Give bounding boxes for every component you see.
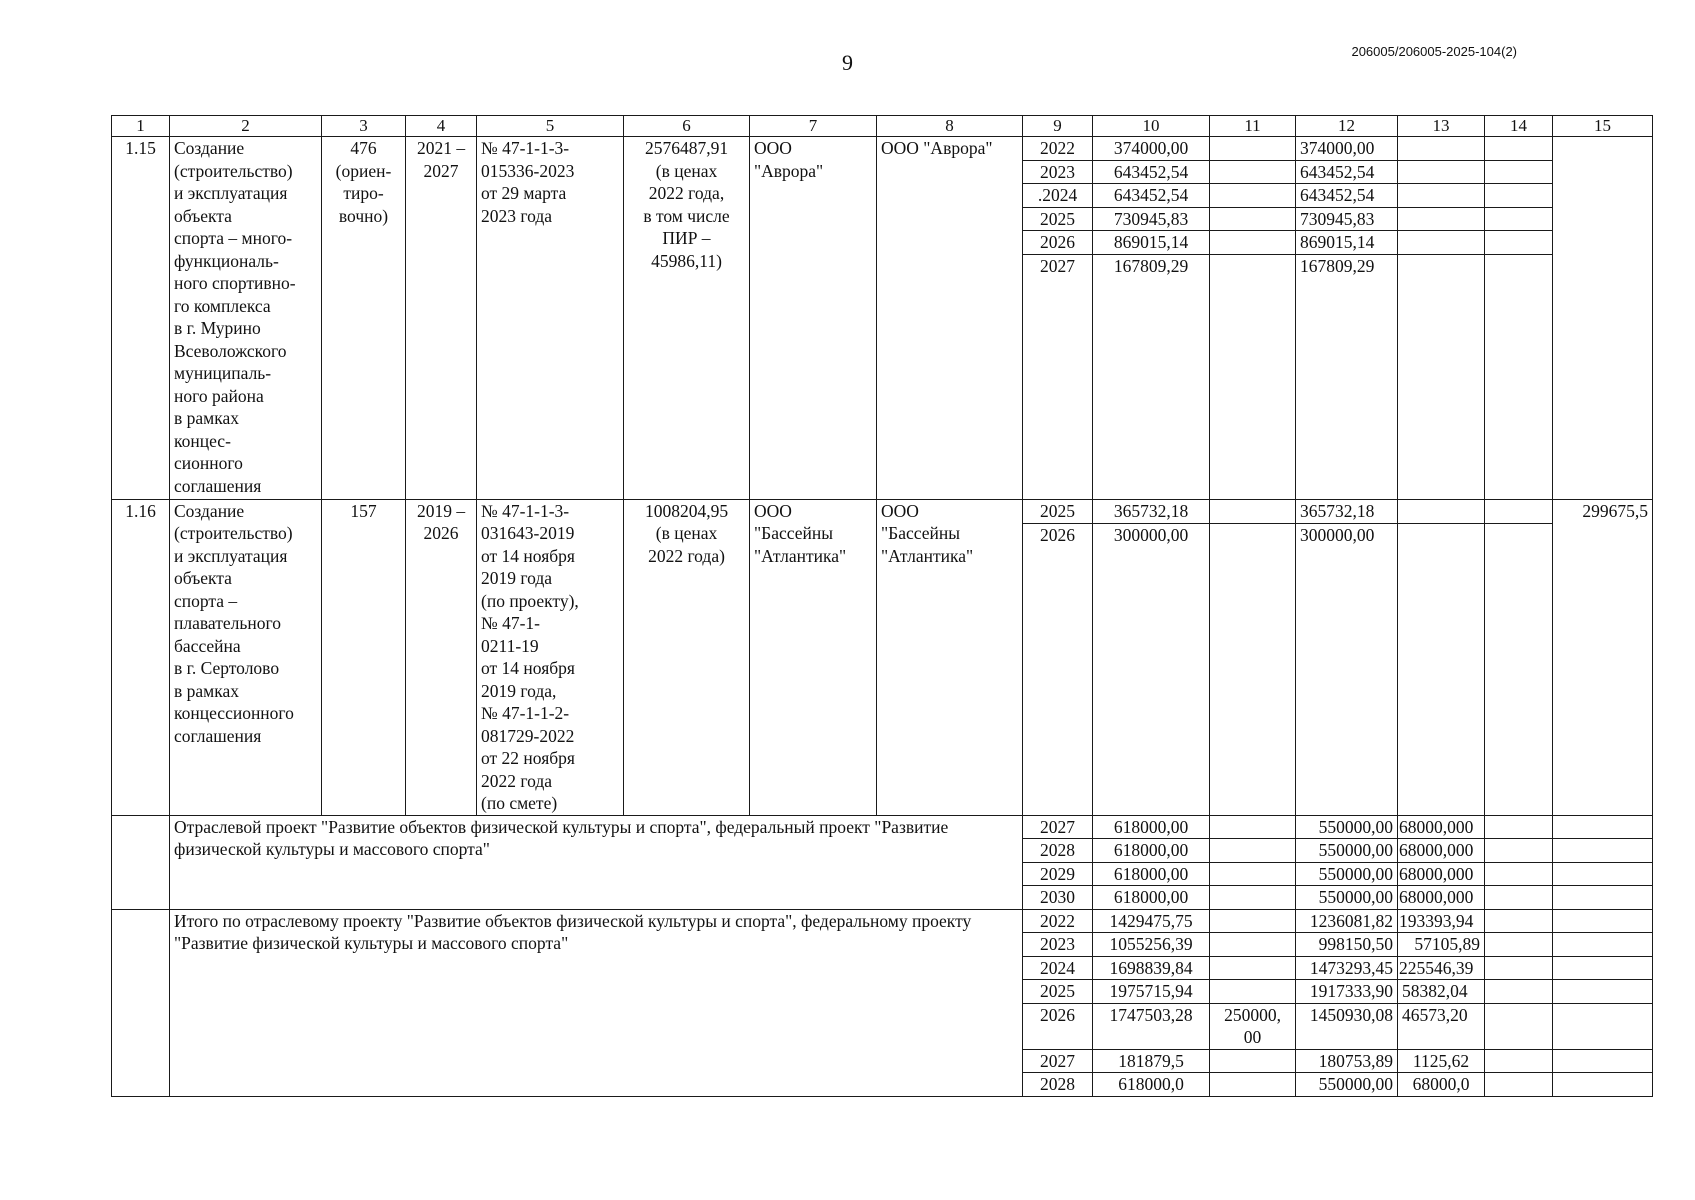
developer: ООО "Бассейны "Атлантика": [877, 499, 1023, 815]
federal-cell: [1210, 980, 1296, 1004]
year-cell: 2023: [1023, 933, 1093, 957]
expertise: № 47-1-1-3- 015336-2023 от 29 марта 2023 года: [477, 137, 624, 500]
col15-cell: [1553, 1073, 1653, 1097]
page-number: 9: [842, 50, 853, 75]
municipal-cell: [1398, 499, 1485, 523]
federal-cell: [1210, 160, 1296, 184]
developer: ООО "Аврора": [877, 137, 1023, 500]
year-cell: 2029: [1023, 862, 1093, 886]
year-cell: 2030: [1023, 886, 1093, 910]
federal-cell: [1210, 815, 1296, 839]
municipal-cell: 225546,39: [1398, 956, 1485, 980]
regional-cell: 550000,00: [1296, 815, 1398, 839]
other-cell: [1485, 1003, 1553, 1049]
other-cell: [1485, 815, 1553, 839]
total-cell: 643452,54: [1093, 160, 1210, 184]
empty-cell: [112, 909, 170, 1096]
header-cell: 7: [750, 116, 877, 137]
municipal-cell: 68000,000: [1398, 862, 1485, 886]
total-cell: 618000,00: [1093, 839, 1210, 863]
col15-cell: 299675,5: [1553, 499, 1653, 815]
federal-cell: [1210, 933, 1296, 957]
municipal-cell: 46573,20: [1398, 1003, 1485, 1049]
total-cell: 167809,29: [1093, 254, 1210, 499]
year-cell: 2026: [1023, 1003, 1093, 1049]
total-cell: 1429475,75: [1093, 909, 1210, 933]
federal-cell: [1210, 184, 1296, 208]
total-cell: 365732,18: [1093, 499, 1210, 523]
header-cell: 13: [1398, 116, 1485, 137]
period: 2021 – 2027: [406, 137, 477, 500]
total-project-row: [112, 909, 1653, 933]
total-cell: 618000,0: [1093, 1073, 1210, 1097]
customer: ООО "Аврора": [750, 137, 877, 500]
regional-cell: 730945,83: [1296, 207, 1398, 231]
header-cell: 1: [112, 116, 170, 137]
header-row: [112, 116, 1653, 137]
regional-cell: 1473293,45: [1296, 956, 1398, 980]
federal-cell: [1210, 862, 1296, 886]
federal-cell: [1210, 523, 1296, 815]
other-cell: [1485, 207, 1553, 231]
object-name: Создание (строительство) и эксплуатация объекта спорта – много- функциональ- ного спортивно- го комплекса в г. Мурино Всеволожского муниципаль- ного района в рамках концес- сионного соглашения: [170, 137, 322, 500]
year-cell: 2022: [1023, 137, 1093, 161]
municipal-cell: 68000,0: [1398, 1073, 1485, 1097]
customer: ООО "Бассейны "Атлантика": [750, 499, 877, 815]
year-cell: 2026: [1023, 231, 1093, 255]
regional-cell: 643452,54: [1296, 184, 1398, 208]
col15-cell: [1553, 1003, 1653, 1049]
regional-cell: 550000,00: [1296, 886, 1398, 910]
total-cell: 300000,00: [1093, 523, 1210, 815]
regional-cell: 1236081,82: [1296, 909, 1398, 933]
other-cell: [1485, 160, 1553, 184]
regional-cell: 550000,00: [1296, 862, 1398, 886]
federal-cell: [1210, 254, 1296, 499]
other-cell: [1485, 839, 1553, 863]
col15-cell: [1553, 1049, 1653, 1073]
other-cell: [1485, 956, 1553, 980]
header-cell: 10: [1093, 116, 1210, 137]
col15-cell: [1553, 862, 1653, 886]
federal-cell: [1210, 839, 1296, 863]
cost: 1008204,95 (в ценах 2022 года): [624, 499, 750, 815]
municipal-cell: [1398, 523, 1485, 815]
regional-cell: 550000,00: [1296, 839, 1398, 863]
header-cell: 12: [1296, 116, 1398, 137]
row-number: 1.15: [112, 137, 170, 500]
municipal-cell: 58382,04: [1398, 980, 1485, 1004]
total-cell: 730945,83: [1093, 207, 1210, 231]
regional-cell: 550000,00: [1296, 1073, 1398, 1097]
other-cell: [1485, 137, 1553, 161]
federal-cell: [1210, 886, 1296, 910]
capacity: 157: [322, 499, 406, 815]
header-cell: 9: [1023, 116, 1093, 137]
regional-cell: 869015,14: [1296, 231, 1398, 255]
federal-cell: [1210, 499, 1296, 523]
header-cell: 8: [877, 116, 1023, 137]
total-cell: 1698839,84: [1093, 956, 1210, 980]
total-cell: 374000,00: [1093, 137, 1210, 161]
municipal-cell: [1398, 254, 1485, 499]
year-cell: 2022: [1023, 909, 1093, 933]
empty-cell: [112, 815, 170, 909]
other-cell: [1485, 523, 1553, 815]
year-cell: 2027: [1023, 254, 1093, 499]
total-cell: 618000,00: [1093, 886, 1210, 910]
col15-cell: [1553, 839, 1653, 863]
municipal-cell: [1398, 137, 1485, 161]
regional-cell: 167809,29: [1296, 254, 1398, 499]
col15-cell: [1553, 933, 1653, 957]
municipal-cell: 1125,62: [1398, 1049, 1485, 1073]
header-cell: 2: [170, 116, 322, 137]
total-project-title: Итого по отраслевому проекту "Развитие объектов физической культуры и спорта", федеральному проекту "Развитие физической культуры и массового спорта": [170, 909, 1023, 1096]
capacity: 476 (ориен- тиро- вочно): [322, 137, 406, 500]
col15-cell: [1553, 815, 1653, 839]
year-cell: 2028: [1023, 839, 1093, 863]
table-row-1-15: [112, 137, 1653, 161]
regional-cell: 1450930,08: [1296, 1003, 1398, 1049]
municipal-cell: 57105,89: [1398, 933, 1485, 957]
regional-cell: 998150,50: [1296, 933, 1398, 957]
col15-cell: [1553, 909, 1653, 933]
header-cell: 6: [624, 116, 750, 137]
regional-cell: 643452,54: [1296, 160, 1398, 184]
header-cell: 11: [1210, 116, 1296, 137]
municipal-cell: [1398, 207, 1485, 231]
object-name: Создание (строительство) и эксплуатация объекта спорта – плавательного бассейна в г. Сертолово в рамках концессионного соглашения: [170, 499, 322, 815]
year-cell: 2025: [1023, 207, 1093, 231]
total-cell: 181879,5: [1093, 1049, 1210, 1073]
municipal-cell: 193393,94: [1398, 909, 1485, 933]
year-cell: 2025: [1023, 980, 1093, 1004]
header-cell: 4: [406, 116, 477, 137]
row-number: 1.16: [112, 499, 170, 815]
table-row-1-16: [112, 499, 1653, 523]
federal-cell: [1210, 137, 1296, 161]
other-cell: [1485, 1049, 1553, 1073]
municipal-cell: [1398, 160, 1485, 184]
sector-project-row: [112, 815, 1653, 839]
other-cell: [1485, 980, 1553, 1004]
budget-table: [111, 115, 1653, 1097]
col15-cell: [1553, 956, 1653, 980]
sector-project-title: Отраслевой проект "Развитие объектов физической культуры и спорта", федеральный проект "Развитие физической культуры и массового спорта": [170, 815, 1023, 909]
municipal-cell: 68000,000: [1398, 815, 1485, 839]
total-cell: 618000,00: [1093, 862, 1210, 886]
federal-cell: 250000, 00: [1210, 1003, 1296, 1049]
expertise: № 47-1-1-3- 031643-2019 от 14 ноября 2019 года (по проекту), № 47-1- 0211-19 от 14 ноября 2019 года, № 47-1-1-2- 081729-2022 от 22 ноября 2022 года (по смете): [477, 499, 624, 815]
header-cell: 3: [322, 116, 406, 137]
federal-cell: [1210, 1049, 1296, 1073]
other-cell: [1485, 886, 1553, 910]
year-cell: 2026: [1023, 523, 1093, 815]
municipal-cell: [1398, 231, 1485, 255]
regional-cell: 300000,00: [1296, 523, 1398, 815]
col15-cell: [1553, 137, 1653, 500]
cost: 2576487,91 (в ценах 2022 года, в том числе ПИР – 45986,11): [624, 137, 750, 500]
regional-cell: 374000,00: [1296, 137, 1398, 161]
other-cell: [1485, 933, 1553, 957]
year-cell: .2024: [1023, 184, 1093, 208]
year-cell: 2024: [1023, 956, 1093, 980]
total-cell: 643452,54: [1093, 184, 1210, 208]
year-cell: 2027: [1023, 815, 1093, 839]
other-cell: [1485, 862, 1553, 886]
period: 2019 – 2026: [406, 499, 477, 815]
federal-cell: [1210, 1073, 1296, 1097]
federal-cell: [1210, 207, 1296, 231]
other-cell: [1485, 184, 1553, 208]
municipal-cell: 68000,000: [1398, 886, 1485, 910]
other-cell: [1485, 1073, 1553, 1097]
total-cell: 618000,00: [1093, 815, 1210, 839]
other-cell: [1485, 254, 1553, 499]
federal-cell: [1210, 956, 1296, 980]
total-cell: 1055256,39: [1093, 933, 1210, 957]
header-cell: 15: [1553, 116, 1653, 137]
municipal-cell: [1398, 184, 1485, 208]
other-cell: [1485, 909, 1553, 933]
other-cell: [1485, 231, 1553, 255]
col15-cell: [1553, 980, 1653, 1004]
regional-cell: 180753,89: [1296, 1049, 1398, 1073]
regional-cell: 365732,18: [1296, 499, 1398, 523]
year-cell: 2027: [1023, 1049, 1093, 1073]
document-code: 206005/206005-2025-104(2): [1351, 44, 1517, 59]
total-cell: 1747503,28: [1093, 1003, 1210, 1049]
year-cell: 2025: [1023, 499, 1093, 523]
total-cell: 1975715,94: [1093, 980, 1210, 1004]
year-cell: 2028: [1023, 1073, 1093, 1097]
federal-cell: [1210, 231, 1296, 255]
col15-cell: [1553, 886, 1653, 910]
regional-cell: 1917333,90: [1296, 980, 1398, 1004]
other-cell: [1485, 499, 1553, 523]
federal-cell: [1210, 909, 1296, 933]
header-cell: 14: [1485, 116, 1553, 137]
municipal-cell: 68000,000: [1398, 839, 1485, 863]
header-cell: 5: [477, 116, 624, 137]
year-cell: 2023: [1023, 160, 1093, 184]
total-cell: 869015,14: [1093, 231, 1210, 255]
